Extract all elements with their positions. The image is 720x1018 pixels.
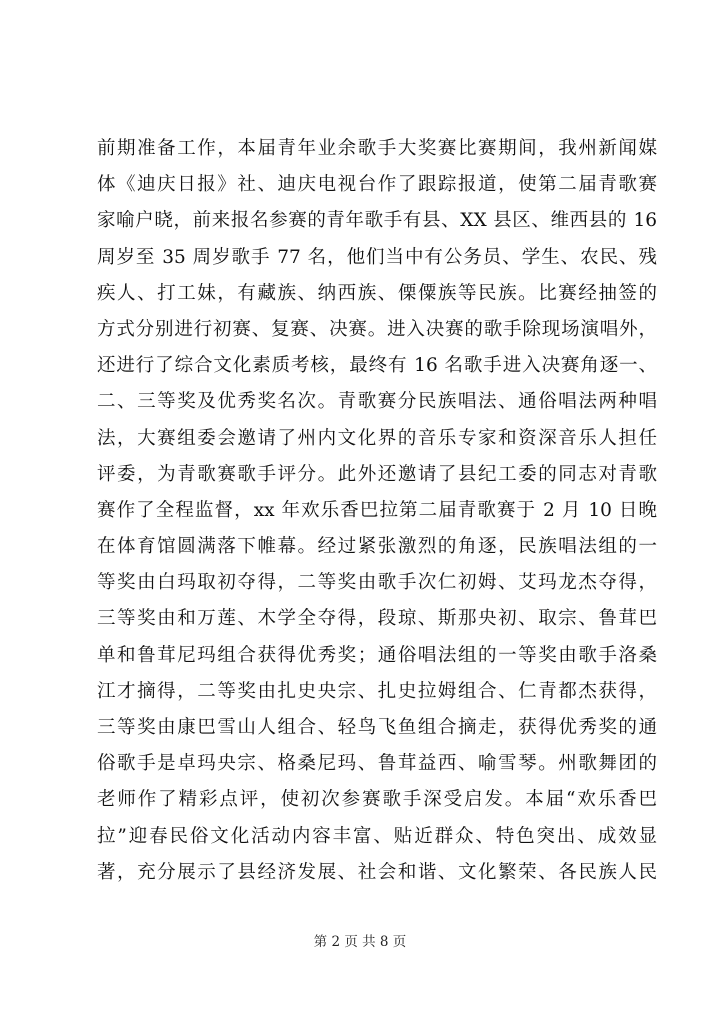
text-line: 还进行了综合文化素质考核，最终有 16 名歌手进入决赛角逐一、 [97, 355, 657, 377]
text-line: 三等奖由和万莲、木学全夺得，段琼、斯那央初、取宗、鲁茸巴 [97, 608, 657, 630]
text-line: 家喻户晓，前来报名参赛的青年歌手有县、XX 县区、维西县的 16 [97, 210, 657, 232]
text-line: 江才摘得，二等奖由扎史央宗、扎史拉姆组合、仁青都杰获得， [97, 680, 657, 702]
text-line: 在体育馆圆满落下帷幕。经过紧张激烈的角逐，民族唱法组的一 [97, 536, 657, 558]
text-line: 周岁至 35 周岁歌手 77 名，他们当中有公务员、学生、农民、残 [97, 246, 657, 268]
text-line: 赛作了全程监督，xx 年欢乐香巴拉第二届青歌赛于 2 月 10 日晚 [97, 499, 657, 521]
text-line: 疾人、打工妹，有藏族、纳西族、傈僳族等民族。比赛经抽签的 [97, 282, 657, 304]
text-line: 方式分别进行初赛、复赛、决赛。进入决赛的歌手除现场演唱外， [97, 318, 657, 340]
body-paragraph [97, 131, 657, 891]
text-line: 二、三等奖及优秀奖名次。青歌赛分民族唱法、通俗唱法两种唱 [97, 391, 657, 413]
text-line: 体《迪庆日报》社、迪庆电视台作了跟踪报道，使第二届青歌赛 [97, 174, 657, 196]
text-line: 拉”迎春民俗文化活动内容丰富、贴近群众、特色突出、成效显 [97, 825, 657, 847]
text-line: 评委，为青歌赛歌手评分。此外还邀请了县纪工委的同志对青歌 [97, 463, 657, 485]
text-line: 老师作了精彩点评，使初次参赛歌手深受启发。本届“欢乐香巴 [97, 789, 657, 811]
text-line: 法，大赛组委会邀请了州内文化界的音乐专家和资深音乐人担任 [97, 427, 657, 449]
page-footer: 第 2 页 共 8 页 [313, 934, 407, 950]
text-line: 单和鲁茸尼玛组合获得优秀奖；通俗唱法组的一等奖由歌手洛桑 [97, 644, 657, 666]
text-line: 三等奖由康巴雪山人组合、轻鸟飞鱼组合摘走，获得优秀奖的通 [97, 717, 657, 738]
text-line: 俗歌手是卓玛央宗、格桑尼玛、鲁茸益西、喻雪琴。州歌舞团的 [97, 753, 657, 775]
text-line: 前期准备工作，本届青年业余歌手大奖赛比赛期间，我州新闻媒 [97, 138, 657, 159]
text-line: 著，充分展示了县经济发展、社会和谐、文化繁荣、各民族人民 [97, 861, 657, 883]
text-line: 等奖由白玛取初夺得，二等奖由歌手次仁初姆、艾玛龙杰夺得， [97, 572, 657, 594]
